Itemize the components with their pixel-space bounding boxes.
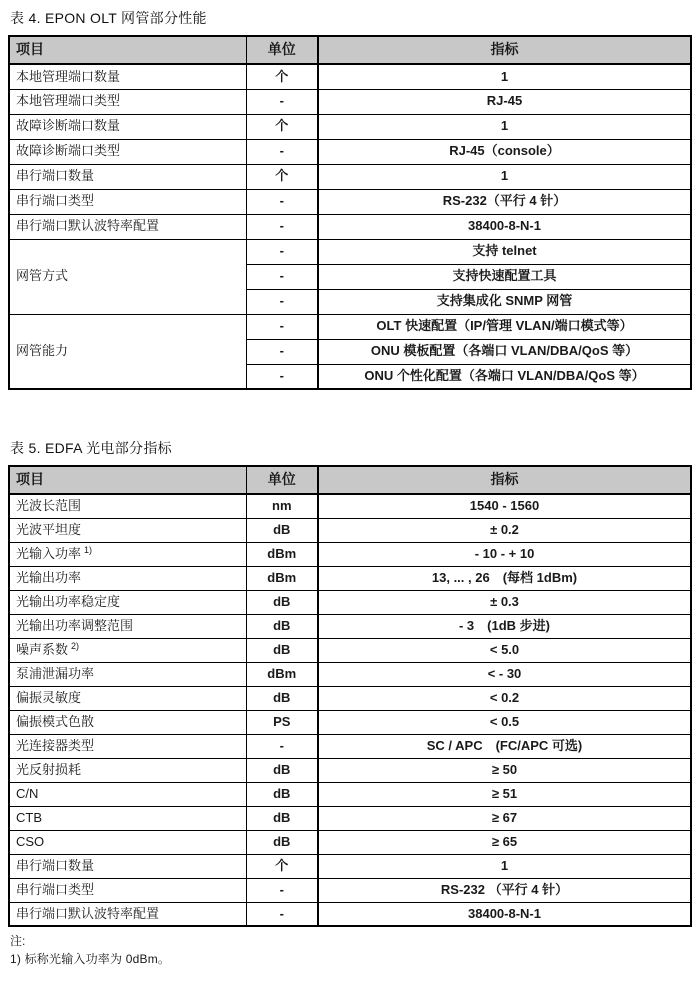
unit-cell: - [246,339,318,364]
unit-cell: - [246,734,318,758]
item-cell: 故障诊断端口类型 [9,139,246,164]
value-cell: RS-232 （平行 4 针） [318,878,691,902]
item-cell: 本地管理端口类型 [9,89,246,114]
unit-cell: - [246,314,318,339]
item-cell: 串行端口类型 [9,189,246,214]
table-row [9,830,691,854]
unit-cell: - [246,264,318,289]
unit-cell: 个 [246,854,318,878]
unit-cell: dBm [246,542,318,566]
column-header-unit: 单位 [246,36,318,64]
unit-cell: dB [246,518,318,542]
table-row [9,89,691,114]
item-cell: 串行端口数量 [9,164,246,189]
footnote-ref: 2) [71,640,80,651]
value-cell: - 10 - + 10 [318,542,691,566]
table-row [9,566,691,590]
value-cell: 支持 telnet [318,239,691,264]
unit-cell: - [246,902,318,926]
item-cell: C/N [9,782,246,806]
unit-cell: dB [246,638,318,662]
table-row [9,710,691,734]
value-cell: RJ-45（console） [318,139,691,164]
header-row [9,466,691,494]
value-cell: 1 [318,854,691,878]
value-cell: < 0.2 [318,686,691,710]
item-cell: 串行端口默认波特率配置 [9,902,246,926]
item-cell: 网管能力 [9,314,246,389]
unit-cell: dB [246,614,318,638]
table-row [9,734,691,758]
value-cell: 1 [318,114,691,139]
item-cell: CSO [9,830,246,854]
value-cell: ≥ 50 [318,758,691,782]
column-header-unit: 单位 [246,466,318,494]
column-header-item: 项目 [9,36,246,64]
value-cell: < - 30 [318,662,691,686]
table-row [9,806,691,830]
table4-epon-olt-spec [8,35,692,390]
value-cell: ONU 个性化配置（各端口 VLAN/DBA/QoS 等） [318,364,691,389]
value-cell: 1 [318,64,691,89]
table-row [9,686,691,710]
header-row [9,36,691,64]
value-cell: RS-232（平行 4 针） [318,189,691,214]
unit-cell: - [246,239,318,264]
table-row [9,878,691,902]
table-row [9,638,691,662]
table-row [9,64,691,89]
item-cell: 光输入功率 $^{1)}$ [9,542,246,566]
unit-cell: nm [246,494,318,518]
unit-cell: - [246,189,318,214]
unit-cell: PS [246,710,318,734]
column-header-value: 指标 [318,466,691,494]
item-cell: 光连接器类型 [9,734,246,758]
value-cell: < 0.5 [318,710,691,734]
table5-edfa-spec [8,465,692,927]
unit-cell: - [246,139,318,164]
value-cell: 1540 - 1560 [318,494,691,518]
notes-block [10,933,692,967]
value-cell: 38400-8-N-1 [318,902,691,926]
value-cell: ONU 模板配置（各端口 VLAN/DBA/QoS 等） [318,339,691,364]
value-cell: OLT 快速配置（IP/管理 VLAN/端口模式等） [318,314,691,339]
footnote-ref: 1) [84,544,93,555]
table-row [9,590,691,614]
table-row [9,782,691,806]
item-cell: 光反射损耗 [9,758,246,782]
table-row [9,139,691,164]
table-row [9,614,691,638]
value-cell: 38400-8-N-1 [318,214,691,239]
unit-cell: 个 [246,164,318,189]
column-header-value: 指标 [318,36,691,64]
item-cell: 光输出功率稳定度 [9,590,246,614]
table-row [9,189,691,214]
table-row [9,164,691,189]
item-cell: 网管方式 [9,239,246,314]
unit-cell: dB [246,830,318,854]
table-row [9,542,691,566]
unit-cell: - [246,289,318,314]
unit-cell: - [246,878,318,902]
item-cell: 噪声系数 $^{2)}$ [9,638,246,662]
table4-title: 表 4. EPON OLT 网管部分性能 [10,10,207,26]
unit-cell: - [246,214,318,239]
unit-cell: dB [246,590,318,614]
value-cell: < 5.0 [318,638,691,662]
item-cell: CTB [9,806,246,830]
table-row [9,902,691,926]
unit-cell: dBm [246,566,318,590]
unit-cell: dB [246,758,318,782]
table-row [9,662,691,686]
value-cell: - 3 (1dB 步进) [318,614,691,638]
item-cell: 串行端口类型 [9,878,246,902]
item-cell: 泵浦泄漏功率 [9,662,246,686]
item-cell: 偏振模式色散 [9,710,246,734]
item-cell: 光输出功率 [9,566,246,590]
value-cell: ≥ 51 [318,782,691,806]
table-row [9,518,691,542]
item-cell: 串行端口默认波特率配置 [9,214,246,239]
unit-cell: dB [246,806,318,830]
table-row [9,239,691,264]
value-cell: RJ-45 [318,89,691,114]
item-cell: 光波平坦度 [9,518,246,542]
unit-cell: 个 [246,64,318,89]
unit-cell: dB [246,782,318,806]
table5-block [8,440,692,927]
unit-cell: - [246,364,318,389]
item-cell: 偏振灵敏度 [9,686,246,710]
table-row [9,494,691,518]
table-row [9,114,691,139]
value-cell: SC / APC (FC/APC 可选) [318,734,691,758]
unit-cell: dB [246,686,318,710]
note-item: 1) 标称光输入功率为 0dBm。 [10,952,171,966]
note-label: 注: [10,934,26,948]
table4-block [8,10,692,390]
item-cell: 串行端口数量 [9,854,246,878]
value-cell: 支持集成化 SNMP 网管 [318,289,691,314]
table-row [9,758,691,782]
value-cell: ≥ 67 [318,806,691,830]
item-cell: 光波长范围 [9,494,246,518]
unit-cell: dBm [246,662,318,686]
table-row [9,314,691,339]
value-cell: 13, ... , 26 (每档 1dBm) [318,566,691,590]
table-row [9,854,691,878]
value-cell: 支持快速配置工具 [318,264,691,289]
value-cell: 1 [318,164,691,189]
item-cell: 本地管理端口数量 [9,64,246,89]
value-cell: ± 0.3 [318,590,691,614]
value-cell: ≥ 65 [318,830,691,854]
column-header-item: 项目 [9,466,246,494]
unit-cell: - [246,89,318,114]
value-cell: ± 0.2 [318,518,691,542]
item-cell: 光输出功率调整范围 [9,614,246,638]
unit-cell: 个 [246,114,318,139]
table5-title: 表 5. EDFA 光电部分指标 [10,440,172,456]
table-row [9,214,691,239]
item-cell: 故障诊断端口数量 [9,114,246,139]
